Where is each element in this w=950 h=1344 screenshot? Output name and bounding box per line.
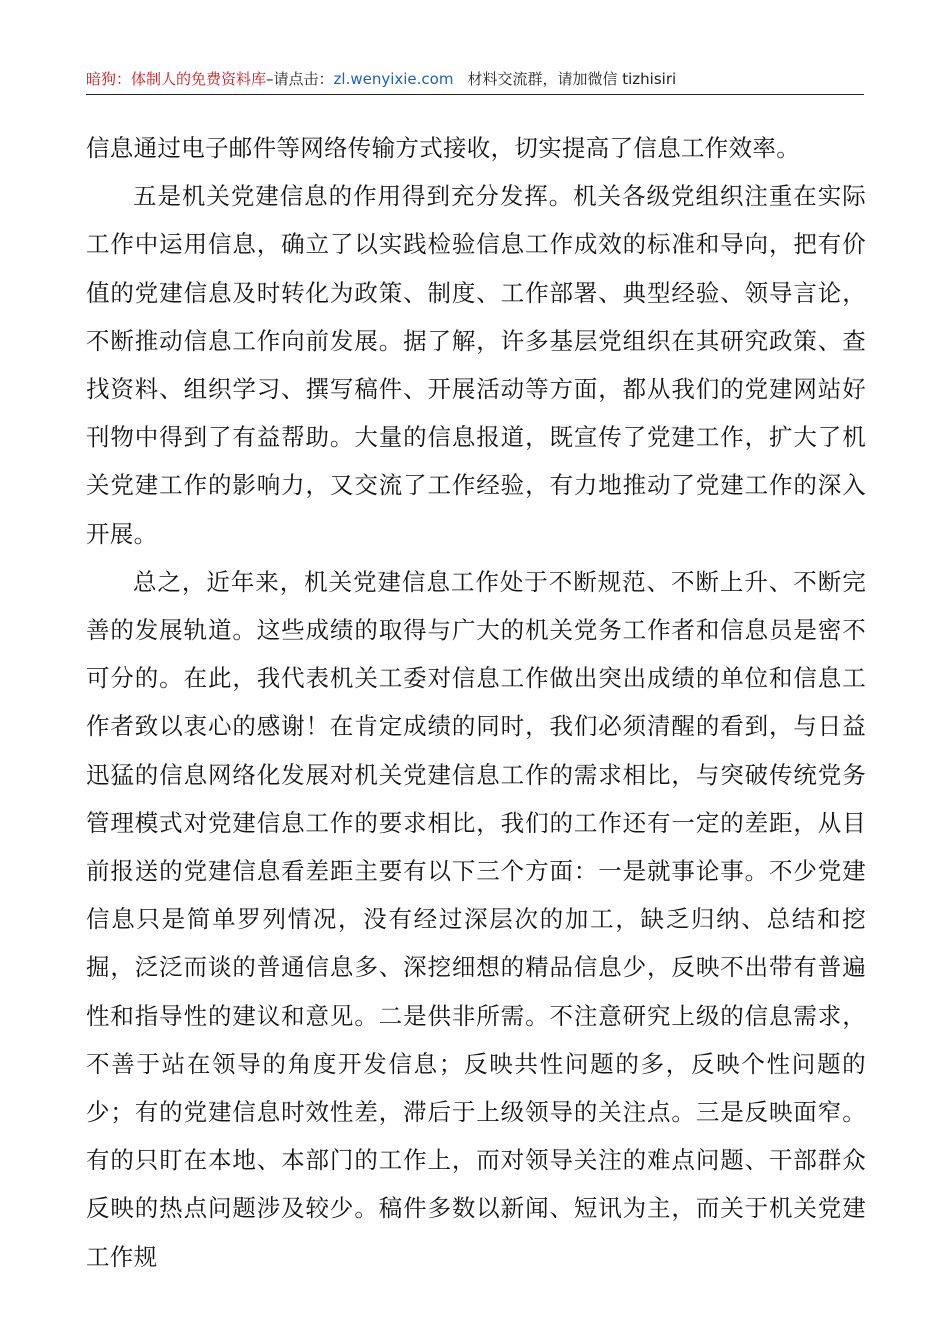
header-url-link[interactable]: zl.wenyixie.com xyxy=(333,70,454,88)
header-prompt: –请点击： xyxy=(266,70,334,88)
paragraph: 总之，近年来，机关党建信息工作处于不断规范、不断上升、不断完善的发展轨道。这些成绩的取得与广大的机关党务工作者和信息员是密不可分的。在此，我代表机关工委对信息工作做出突出成绩的单位和信息工作者致以衷心的感谢！在肯定成绩的同时，我们必须清醒的看到，与日益迅猛的信息网络化发展对机关党建信息工作的需求相比，与突破传统党务管理模式对党建信息工作的要求相比，我们的工作还有一定的差距，从目前报送的党建信息看差距主要有以下三个方面：一是就事论事。不少党建信息只是简单罗列情况，没有经过深层次的加工，缺乏归纳、总结和挖掘，泛泛而谈的普通信息多、深挖细想的精品信息少，反映不出带有普遍性和指导性的建议和意见。二是供非所需。不注意研究上级的信息需求，不善于站在领导的角度开发信息；反映共性问题的多，反映个性问题的少；有的党建信息时效性差，滞后于上级领导的关注点。三是反映面窄。有的只盯在本地、本部门的工作上，而对领导关注的难点问题、干部群众反映的热点问题涉及较少。稿件多数以新闻、短讯为主，而关于机关党建工作规 xyxy=(86,567,866,1271)
header-brand: 暗狗：体制人的免费资料库 xyxy=(86,70,267,88)
document-body xyxy=(86,124,866,1281)
page-header xyxy=(86,66,864,92)
paragraph: 五是机关党建信息的作用得到充分发挥。机关各级党组织注重在实际工作中运用信息，确立了以实践检验信息工作成效的标准和导向，把有价值的党建信息及时转化为政策、制度、工作部署、典型经验、领导言论，不断推动信息工作向前发展。据了解，许多基层党组织在其研究政策、查找资料、组织学习、撰写稿件、开展活动等方面，都从我们的党建网站好刊物中得到了有益帮助。大量的信息报道，既宣传了党建工作，扩大了机关党建工作的影响力，又交流了工作经验，有力地推动了党建工作的深入开展。 xyxy=(86,182,866,548)
header-divider xyxy=(86,94,864,95)
header-contact: 材料交流群，请加微信 tizhisiri xyxy=(467,70,677,88)
paragraph-continuation: 信息通过电子邮件等网络传输方式接收，切实提高了信息工作效率。 xyxy=(86,134,800,162)
